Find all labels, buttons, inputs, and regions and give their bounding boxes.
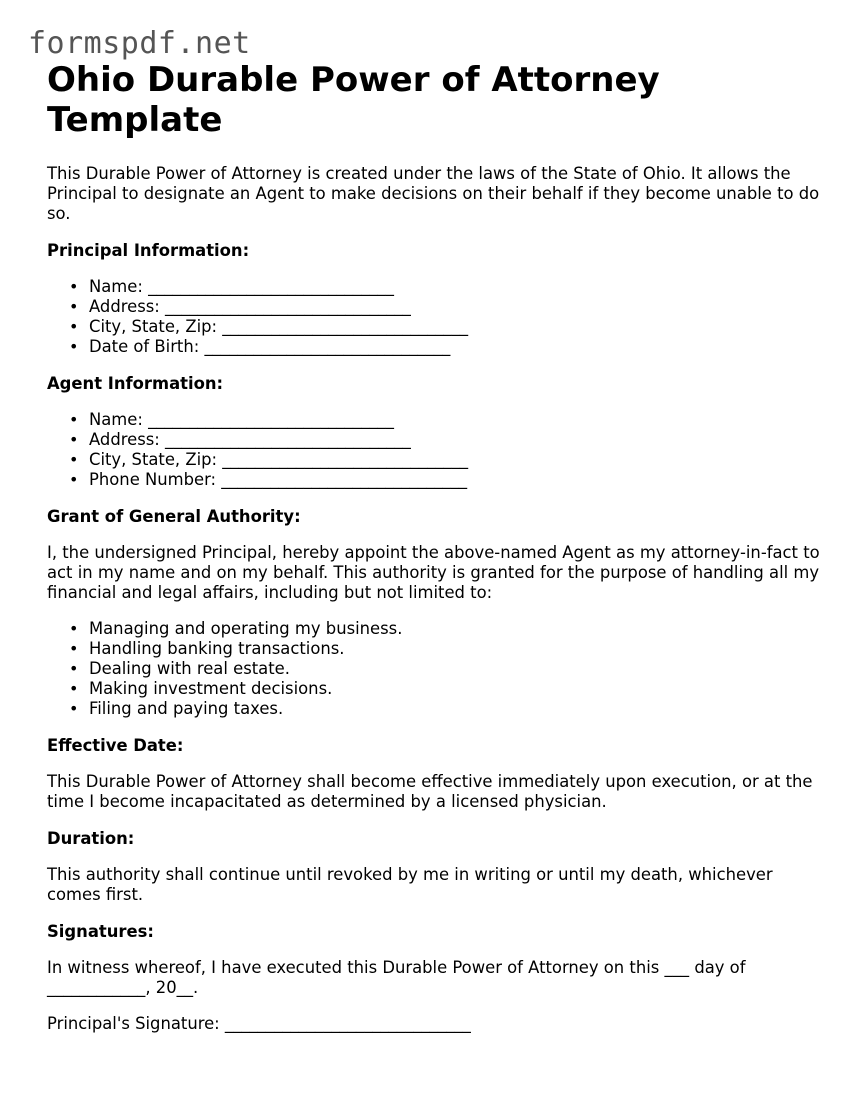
document-body xyxy=(47,60,822,1034)
principal-date-of-birth-field: • Date of Birth: ______________________________ xyxy=(89,337,822,357)
authority-list xyxy=(47,619,822,719)
authority-item: • Handling banking transactions. xyxy=(89,639,822,659)
witness-paragraph: In witness whereof, I have executed this Durable Power of Attorney on this ___ day of ____________, 20__. xyxy=(47,958,746,997)
agent-address-field: • Address: ______________________________ xyxy=(89,430,822,450)
principal-field-list xyxy=(47,277,822,357)
agent-name-field: • Name: ______________________________ xyxy=(89,410,822,430)
authority-item: • Making investment decisions. xyxy=(89,679,822,699)
grant-of-authority-paragraph: I, the undersigned Principal, hereby appoint the above-named Agent as my attorney-in-fact to act in my name and on my behalf. This authority is granted for the purpose of handling all my financial and legal affairs, including but not limited to: xyxy=(47,543,820,602)
document-title: Ohio Durable Power of Attorney Template xyxy=(47,60,660,140)
signatures-heading: Signatures: xyxy=(47,922,154,941)
principal-city-state-zip-field: • City, State, Zip: ______________________________ xyxy=(89,317,822,337)
agent-city-state-zip-field: • City, State, Zip: ______________________________ xyxy=(89,450,822,470)
grant-of-authority-heading: Grant of General Authority: xyxy=(47,507,301,526)
principal-signature-line: Principal's Signature: ______________________________ xyxy=(47,1014,471,1033)
authority-item: • Filing and paying taxes. xyxy=(89,699,822,719)
intro-paragraph: This Durable Power of Attorney is created under the laws of the State of Ohio. It allows the Principal to designate an Agent to make decisions on their behalf if they become unable to do so. xyxy=(47,164,820,223)
effective-date-heading: Effective Date: xyxy=(47,736,184,755)
duration-paragraph: This authority shall continue until revoked by me in writing or until my death, whichever comes first. xyxy=(47,865,773,904)
agent-field-list xyxy=(47,410,822,490)
effective-date-paragraph: This Durable Power of Attorney shall become effective immediately upon execution, or at the time I become incapacitated as determined by a licensed physician. xyxy=(47,772,813,811)
authority-item: • Managing and operating my business. xyxy=(89,619,822,639)
authority-item: • Dealing with real estate. xyxy=(89,659,822,679)
watermark-text: formspdf.net xyxy=(28,26,251,61)
principal-information-heading: Principal Information: xyxy=(47,241,250,260)
agent-phone-number-field: • Phone Number: ______________________________ xyxy=(89,470,822,490)
principal-name-field: • Name: ______________________________ xyxy=(89,277,822,297)
agent-information-heading: Agent Information: xyxy=(47,374,224,393)
duration-heading: Duration: xyxy=(47,829,135,848)
principal-address-field: • Address: ______________________________ xyxy=(89,297,822,317)
